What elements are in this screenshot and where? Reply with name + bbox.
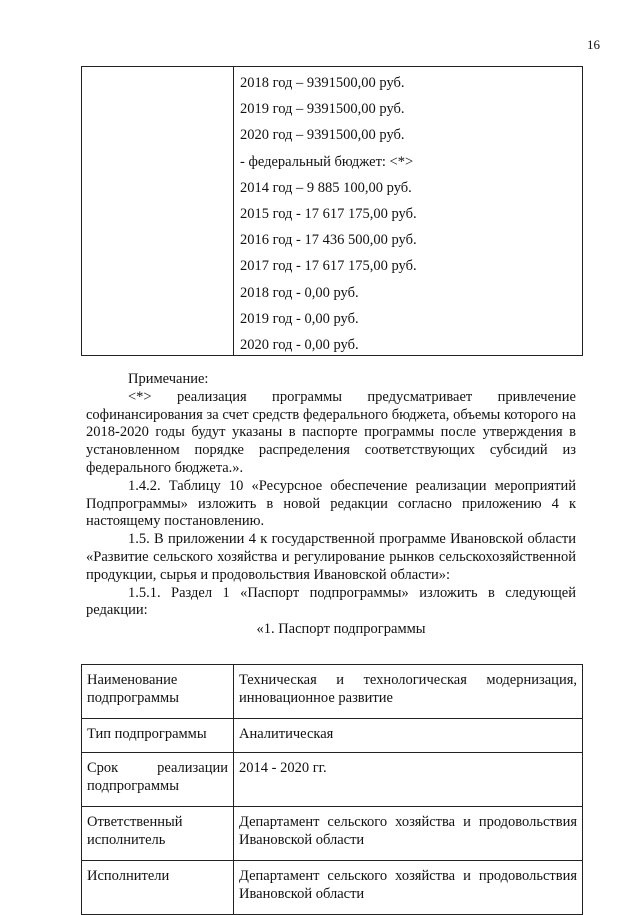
paragraph-1-4-2: 1.4.2. Таблицу 10 «Ресурсное обеспечение реализации мероприятий Подпрограммы» изложить в новой редакции согласно приложению 4 к настоящему постановлению. bbox=[86, 477, 576, 530]
funding-line: 2014 год – 9 885 100,00 руб. bbox=[240, 179, 412, 196]
passport-value: Департамент сельского хозяйства и продовольствия Ивановской области bbox=[234, 861, 583, 915]
passport-label: Тип подпрограммы bbox=[82, 719, 234, 753]
funding-table-continuation bbox=[81, 66, 583, 356]
funding-lines bbox=[240, 74, 576, 362]
passport-value: Аналитическая bbox=[234, 719, 583, 753]
funding-line: 2019 год – 9391500,00 руб. bbox=[240, 101, 405, 118]
funding-line: 2017 год - 17 617 175,00 руб. bbox=[240, 258, 417, 275]
subprogram-passport-table bbox=[81, 664, 583, 915]
paragraph-1-5: 1.5. В приложении 4 к государственной программе Ивановской области «Развитие сельского хозяйства и регулирование рынков сельскохозяйственной продукции, сырья и продовольствия Ивановской области»: bbox=[86, 531, 576, 583]
section-title: «1. Паспорт подпрограммы bbox=[256, 621, 426, 638]
table-column-divider bbox=[233, 67, 234, 355]
document-body bbox=[86, 371, 576, 639]
passport-label: Наименование подпрограммы bbox=[82, 665, 234, 719]
passport-value: 2014 - 2020 гг. bbox=[234, 753, 583, 807]
passport-value: Департамент сельского хозяйства и продовольствия Ивановской области bbox=[234, 807, 583, 861]
note-text: <*> реализация программы предусматривает привлечение софинансирования за счет средств федерального бюджета, объемы которого на 2018-2020 годы будут указаны в паспорте программы после утверждения в установленном порядке распределения соответствующих субсидий из федерального бюджета.». bbox=[86, 388, 576, 476]
funding-line: - федеральный бюджет: <*> bbox=[240, 153, 414, 170]
passport-value: Техническая и технологическая модернизация, инновационное развитие bbox=[234, 665, 583, 719]
table-row bbox=[82, 719, 583, 753]
funding-line: 2016 год - 17 436 500,00 руб. bbox=[240, 232, 417, 249]
funding-line: 2015 год - 17 617 175,00 руб. bbox=[240, 205, 417, 222]
table-row bbox=[82, 807, 583, 861]
paragraph-1-5-1: 1.5.1. Раздел 1 «Паспорт подпрограммы» изложить в следующей редакции: bbox=[86, 584, 576, 619]
funding-line: 2018 год – 9391500,00 руб. bbox=[240, 75, 405, 91]
funding-line: 2019 год - 0,00 руб. bbox=[240, 310, 359, 327]
passport-label: Исполнители bbox=[82, 861, 234, 915]
passport-label: Ответственный исполнитель bbox=[82, 807, 234, 861]
table-row bbox=[82, 753, 583, 807]
funding-line: 2020 год - 0,00 руб. bbox=[240, 336, 359, 353]
note-label: Примечание: bbox=[128, 371, 209, 387]
page-number: 16 bbox=[587, 37, 600, 52]
table-row bbox=[82, 665, 583, 719]
passport-label: Срок реализации подпрограммы bbox=[82, 753, 234, 807]
funding-line: 2020 год – 9391500,00 руб. bbox=[240, 127, 405, 144]
table-row bbox=[82, 861, 583, 915]
funding-line: 2018 год - 0,00 руб. bbox=[240, 284, 359, 301]
